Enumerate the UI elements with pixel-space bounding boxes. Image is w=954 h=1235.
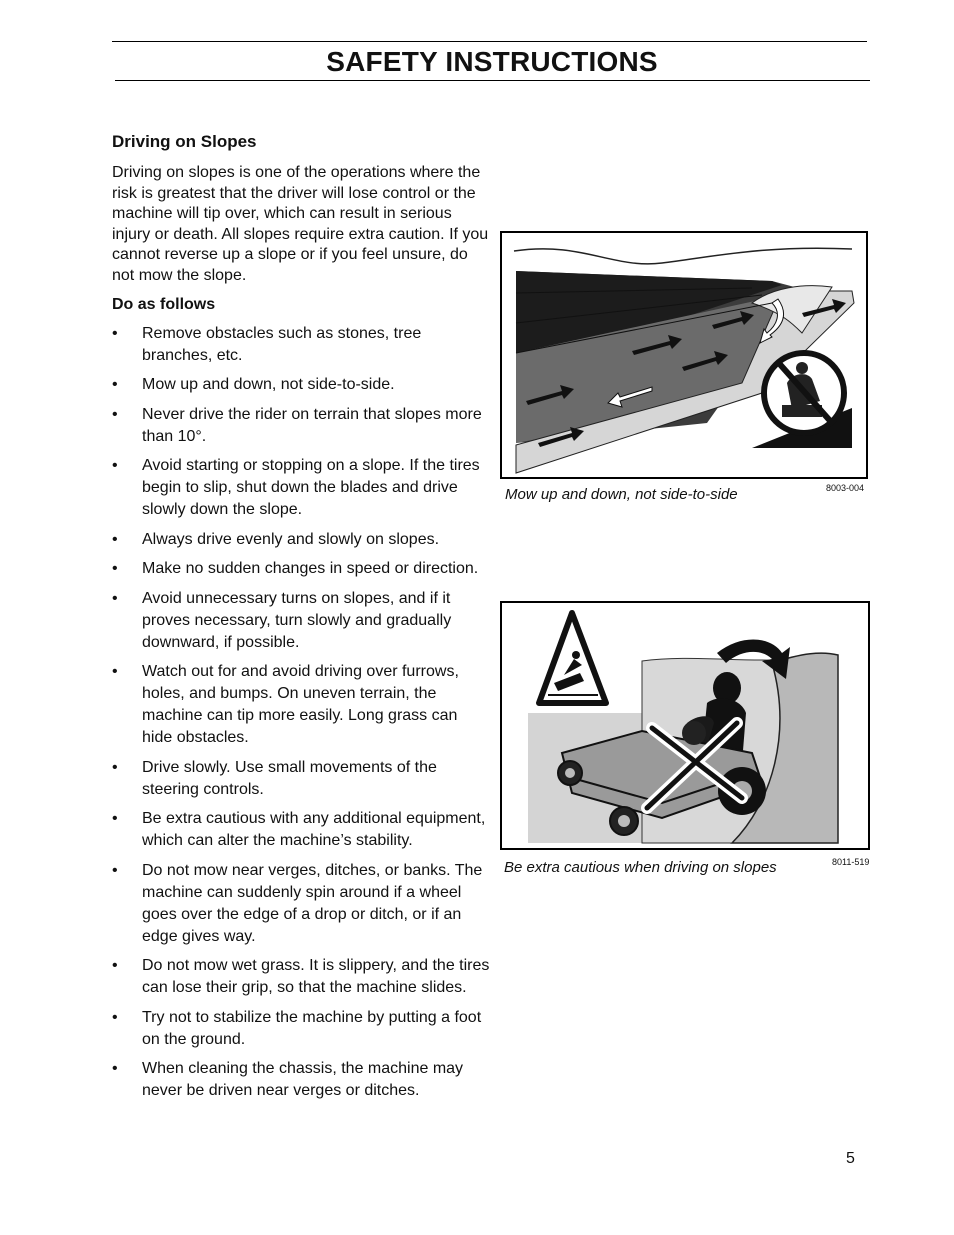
list-item xyxy=(112,808,492,852)
list-item xyxy=(112,588,492,654)
bullet-icon: • xyxy=(112,457,118,475)
intro-paragraph: Driving on slopes is one of the operations where the risk is greatest that the driver will lose control or the machine will tip over, which can result in serious injury or death. All slopes require extra caution. If you cannot reverse up a slope or if you feel unsure, do not mow the slope. xyxy=(112,164,489,284)
figure-1-code: 8003-004 xyxy=(826,483,865,493)
text-column xyxy=(112,131,492,1110)
page-title: SAFETY INSTRUCTIONS xyxy=(326,46,658,77)
header-rule-bottom xyxy=(115,80,870,81)
bullet-icon: • xyxy=(112,861,118,879)
figure-2-code: 8011-519 xyxy=(832,857,870,867)
list-item-text: Always drive evenly and slowly on slopes. xyxy=(142,530,440,548)
bullet-icon: • xyxy=(112,376,118,394)
list-item xyxy=(112,404,492,448)
list-item xyxy=(112,529,492,551)
instruction-list xyxy=(112,323,492,1103)
list-item-text: Never drive the rider on terrain that slopes more than 10°. xyxy=(142,405,482,445)
bullet-icon: • xyxy=(112,663,118,681)
bullet-icon: • xyxy=(112,530,118,548)
bullet-icon: • xyxy=(112,1008,118,1026)
bullet-icon: • xyxy=(112,957,118,975)
list-item xyxy=(112,1058,492,1102)
list-item-text: Make no sudden changes in speed or direction. xyxy=(142,560,479,578)
list-item-text: When cleaning the chassis, the machine may never be driven near verges or ditches. xyxy=(142,1060,464,1100)
bullet-icon: • xyxy=(112,1060,118,1078)
list-item-text: Do not mow wet grass. It is slippery, and the tires can lose their grip, so that the machine slides. xyxy=(142,957,490,997)
list-item-text: Try not to stabilize the machine by putting a foot on the ground. xyxy=(142,1008,482,1048)
list-item xyxy=(112,455,492,521)
figure-2-caption: Be extra cautious when driving on slopes xyxy=(504,859,777,876)
page-number: 5 xyxy=(846,1150,855,1167)
list-item-text: Be extra cautious with any additional equipment, which can alter the machine’s stability. xyxy=(142,810,486,850)
bullet-icon: • xyxy=(112,758,118,776)
list-item-text: Do not mow near verges, ditches, or banks. The machine can suddenly spin around if a wheel goes over the edge of a drop or ditch, or if an edge gives way. xyxy=(142,861,483,945)
figure-mow-up-and-down xyxy=(500,231,868,479)
list-item-text: Watch out for and avoid driving over furrows, holes, and bumps. On uneven terrain, the machine can tip more easily. Long grass can hide obstacles. xyxy=(142,663,459,747)
slope-mowing-illustration xyxy=(502,233,866,477)
list-item-text: Mow up and down, not side-to-side. xyxy=(142,376,395,394)
list-item xyxy=(112,1007,492,1051)
bullet-icon: • xyxy=(112,324,118,342)
list-item-text: Remove obstacles such as stones, tree branches, etc. xyxy=(142,324,422,364)
bullet-icon: • xyxy=(112,560,118,578)
list-item-text: Avoid starting or stopping on a slope. If the tires begin to slip, shut down the blades and drive slowly down the slope. xyxy=(142,457,480,519)
list-item xyxy=(112,661,492,749)
bullet-icon: • xyxy=(112,405,118,423)
rider-slope-warning-illustration xyxy=(502,603,868,848)
bullet-icon: • xyxy=(112,810,118,828)
list-item xyxy=(112,860,492,948)
list-item-text: Avoid unnecessary turns on slopes, and if it proves necessary, turn slowly and gradually downward, if possible. xyxy=(142,589,452,651)
list-item xyxy=(112,374,492,396)
figure-caution-on-slopes xyxy=(500,601,870,850)
figure-1-caption: Mow up and down, not side-to-side xyxy=(505,486,738,503)
list-item xyxy=(112,558,492,580)
section-heading: Driving on Slopes xyxy=(112,132,257,151)
bullet-icon: • xyxy=(112,589,118,607)
list-item xyxy=(112,323,492,367)
sub-heading: Do as follows xyxy=(112,295,216,313)
list-item-text: Drive slowly. Use small movements of the steering controls. xyxy=(142,758,437,798)
list-item xyxy=(112,955,492,999)
header-rule-top xyxy=(112,41,867,42)
list-item xyxy=(112,757,492,801)
